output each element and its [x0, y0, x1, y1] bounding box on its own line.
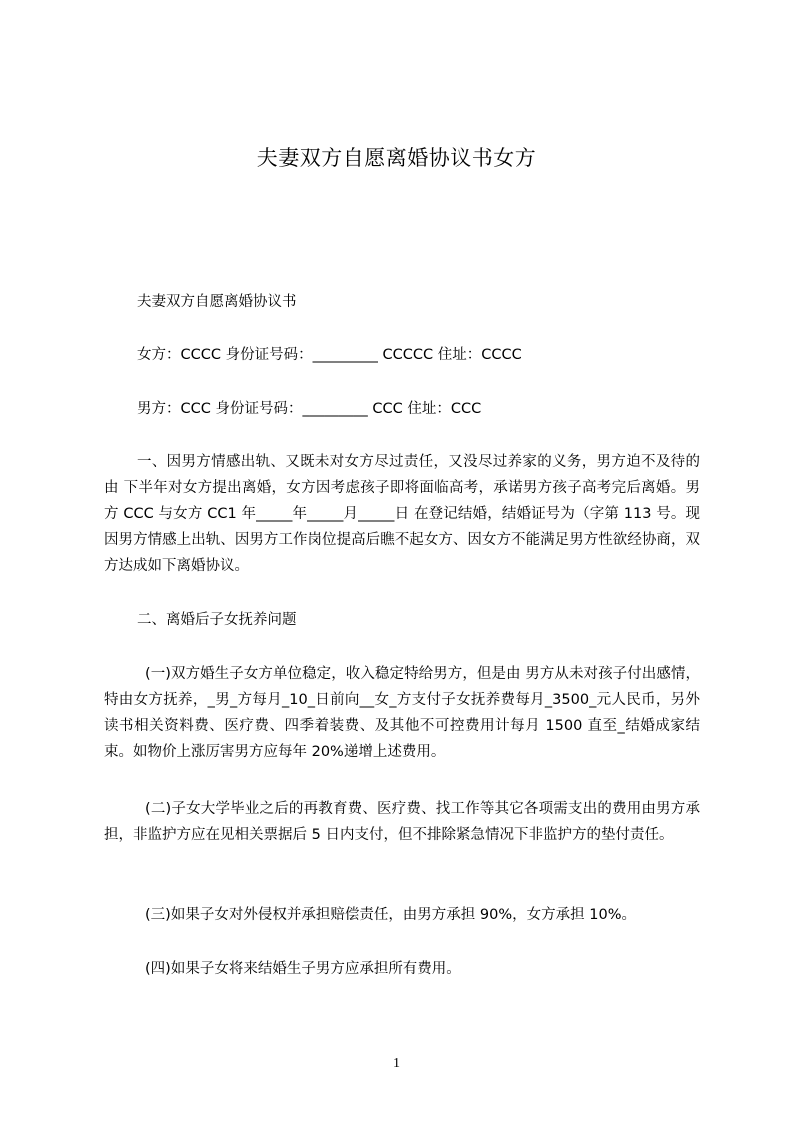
child-support-item-1: (一)双方婚生子女方单位稳定，收入稳定特给男方，但是由 男方从未对孩子付出感情，特由女方抚养，_男_方每月_10_日前向__女_方支付子女抚养费每月_3500_元人民币，另外读书相关资料费、医疗费、四季着装费、及其他不可控费用计每月 1500 直至_结婚成家结束。如物价上涨厉害男方应每年 20%递增上述费用。	[104, 666, 700, 760]
male-party-line: 男方：CCC 身份证号码：_________ CCC 住址：CCC	[137, 401, 482, 417]
child-support-item-4: (四)如果子女将来结婚生子男方应承担所有费用。	[145, 961, 461, 977]
child-support-item-2: (二)子女大学毕业之后的再教育费、医疗费、找工作等其它各项需支出的费用由男方承担，非监护方应在见相关票据后 5 日内支付，但不排除紧急情况下非监护方的垫付责任。	[104, 801, 700, 843]
child-support-item-3: (三)如果子女对外侵权并承担赔偿责任，由男方承担 90%，女方承担 10%。	[145, 907, 636, 923]
section-2-heading: 二、离婚后子女抚养问题	[137, 612, 297, 628]
document-subtitle: 夫妻双方自愿离婚协议书	[137, 294, 297, 310]
document-title: 夫妻双方自愿离婚协议书女方	[256, 146, 537, 170]
page-number: 1	[393, 1056, 400, 1071]
section-1-paragraph: 一、因男方情感出轨、又既未对女方尽过责任，又没尽过养家的义务，男方迫不及待的由 下半年对女方提出离婚，女方因考虑孩子即将面临高考，承诺男方孩子高考完后离婚。男方 CCC 与女方 CC1 年_____年_____月_____日 在登记结婚，结婚证号为（字第 113 号。现因男方情感上出轨、因男方工作岗位提高后瞧不起女方、因女方不能满足男方性欲经协商，双方达成如下离婚协议。	[104, 454, 700, 574]
female-party-line: 女方：CCCC 身份证号码：_________ CCCCC 住址：CCCC	[137, 347, 522, 363]
